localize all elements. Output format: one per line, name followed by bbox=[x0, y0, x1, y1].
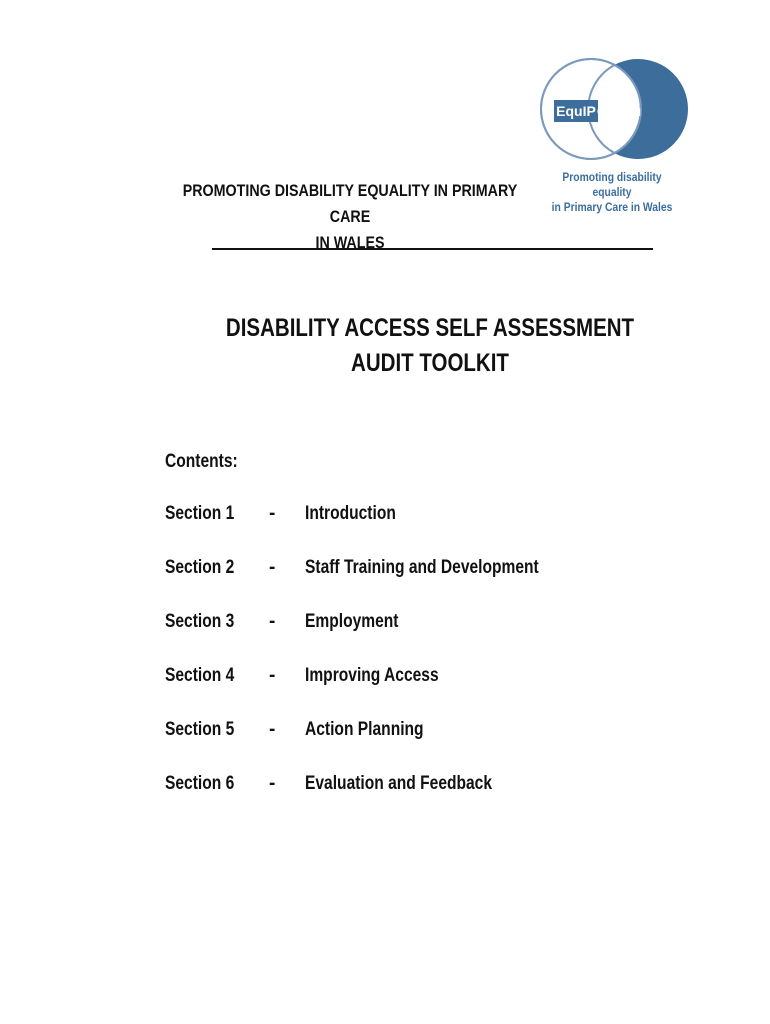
toc-item bbox=[165, 665, 665, 719]
organisation-heading-line-1: PROMOTING DISABILITY EQUALITY IN PRIMARY CARE bbox=[182, 181, 518, 226]
toc-section-number: Section 4 bbox=[165, 665, 235, 686]
organisation-heading bbox=[165, 178, 535, 256]
toc-section-title: Employment bbox=[305, 611, 399, 632]
toc-section-title: Introduction bbox=[305, 503, 396, 524]
toc-dash: - bbox=[269, 719, 276, 740]
logo-right-text: Cymru bbox=[596, 103, 642, 119]
toc-section-title: Evaluation and Feedback bbox=[305, 773, 493, 794]
logo-tagline-line-2: in Primary Care in Wales bbox=[551, 200, 673, 214]
toc-dash: - bbox=[269, 665, 276, 686]
toc-dash: - bbox=[269, 503, 276, 524]
logo-tagline bbox=[548, 170, 677, 215]
heading-divider bbox=[212, 248, 653, 250]
toc-section-number: Section 2 bbox=[165, 557, 235, 578]
table-of-contents bbox=[165, 503, 665, 827]
toc-item bbox=[165, 503, 665, 557]
document-title-line-1: DISABILITY ACCESS SELF ASSESSMENT bbox=[225, 314, 635, 342]
logo-tagline-line-1: Promoting disability equality bbox=[562, 170, 662, 199]
toc-section-title: Action Planning bbox=[305, 719, 424, 740]
toc-dash: - bbox=[269, 557, 276, 578]
toc-item bbox=[165, 611, 665, 665]
toc-section-number: Section 6 bbox=[165, 773, 235, 794]
toc-section-title: Improving Access bbox=[305, 665, 439, 686]
toc-section-title: Staff Training and Development bbox=[305, 557, 539, 578]
toc-dash: - bbox=[269, 773, 276, 794]
document-title-line-2: AUDIT TOOLKIT bbox=[351, 349, 509, 377]
toc-section-number: Section 1 bbox=[165, 503, 235, 524]
toc-item bbox=[165, 557, 665, 611]
logo-left-text: EquIP bbox=[556, 103, 596, 119]
toc-section-number: Section 3 bbox=[165, 611, 235, 632]
document-title bbox=[217, 311, 643, 381]
toc-dash: - bbox=[269, 611, 276, 632]
organisation-heading-line-2: IN WALES bbox=[315, 233, 385, 252]
contents-label: Contents: bbox=[165, 451, 238, 472]
toc-item bbox=[165, 773, 665, 827]
toc-item bbox=[165, 719, 665, 773]
toc-section-number: Section 5 bbox=[165, 719, 235, 740]
